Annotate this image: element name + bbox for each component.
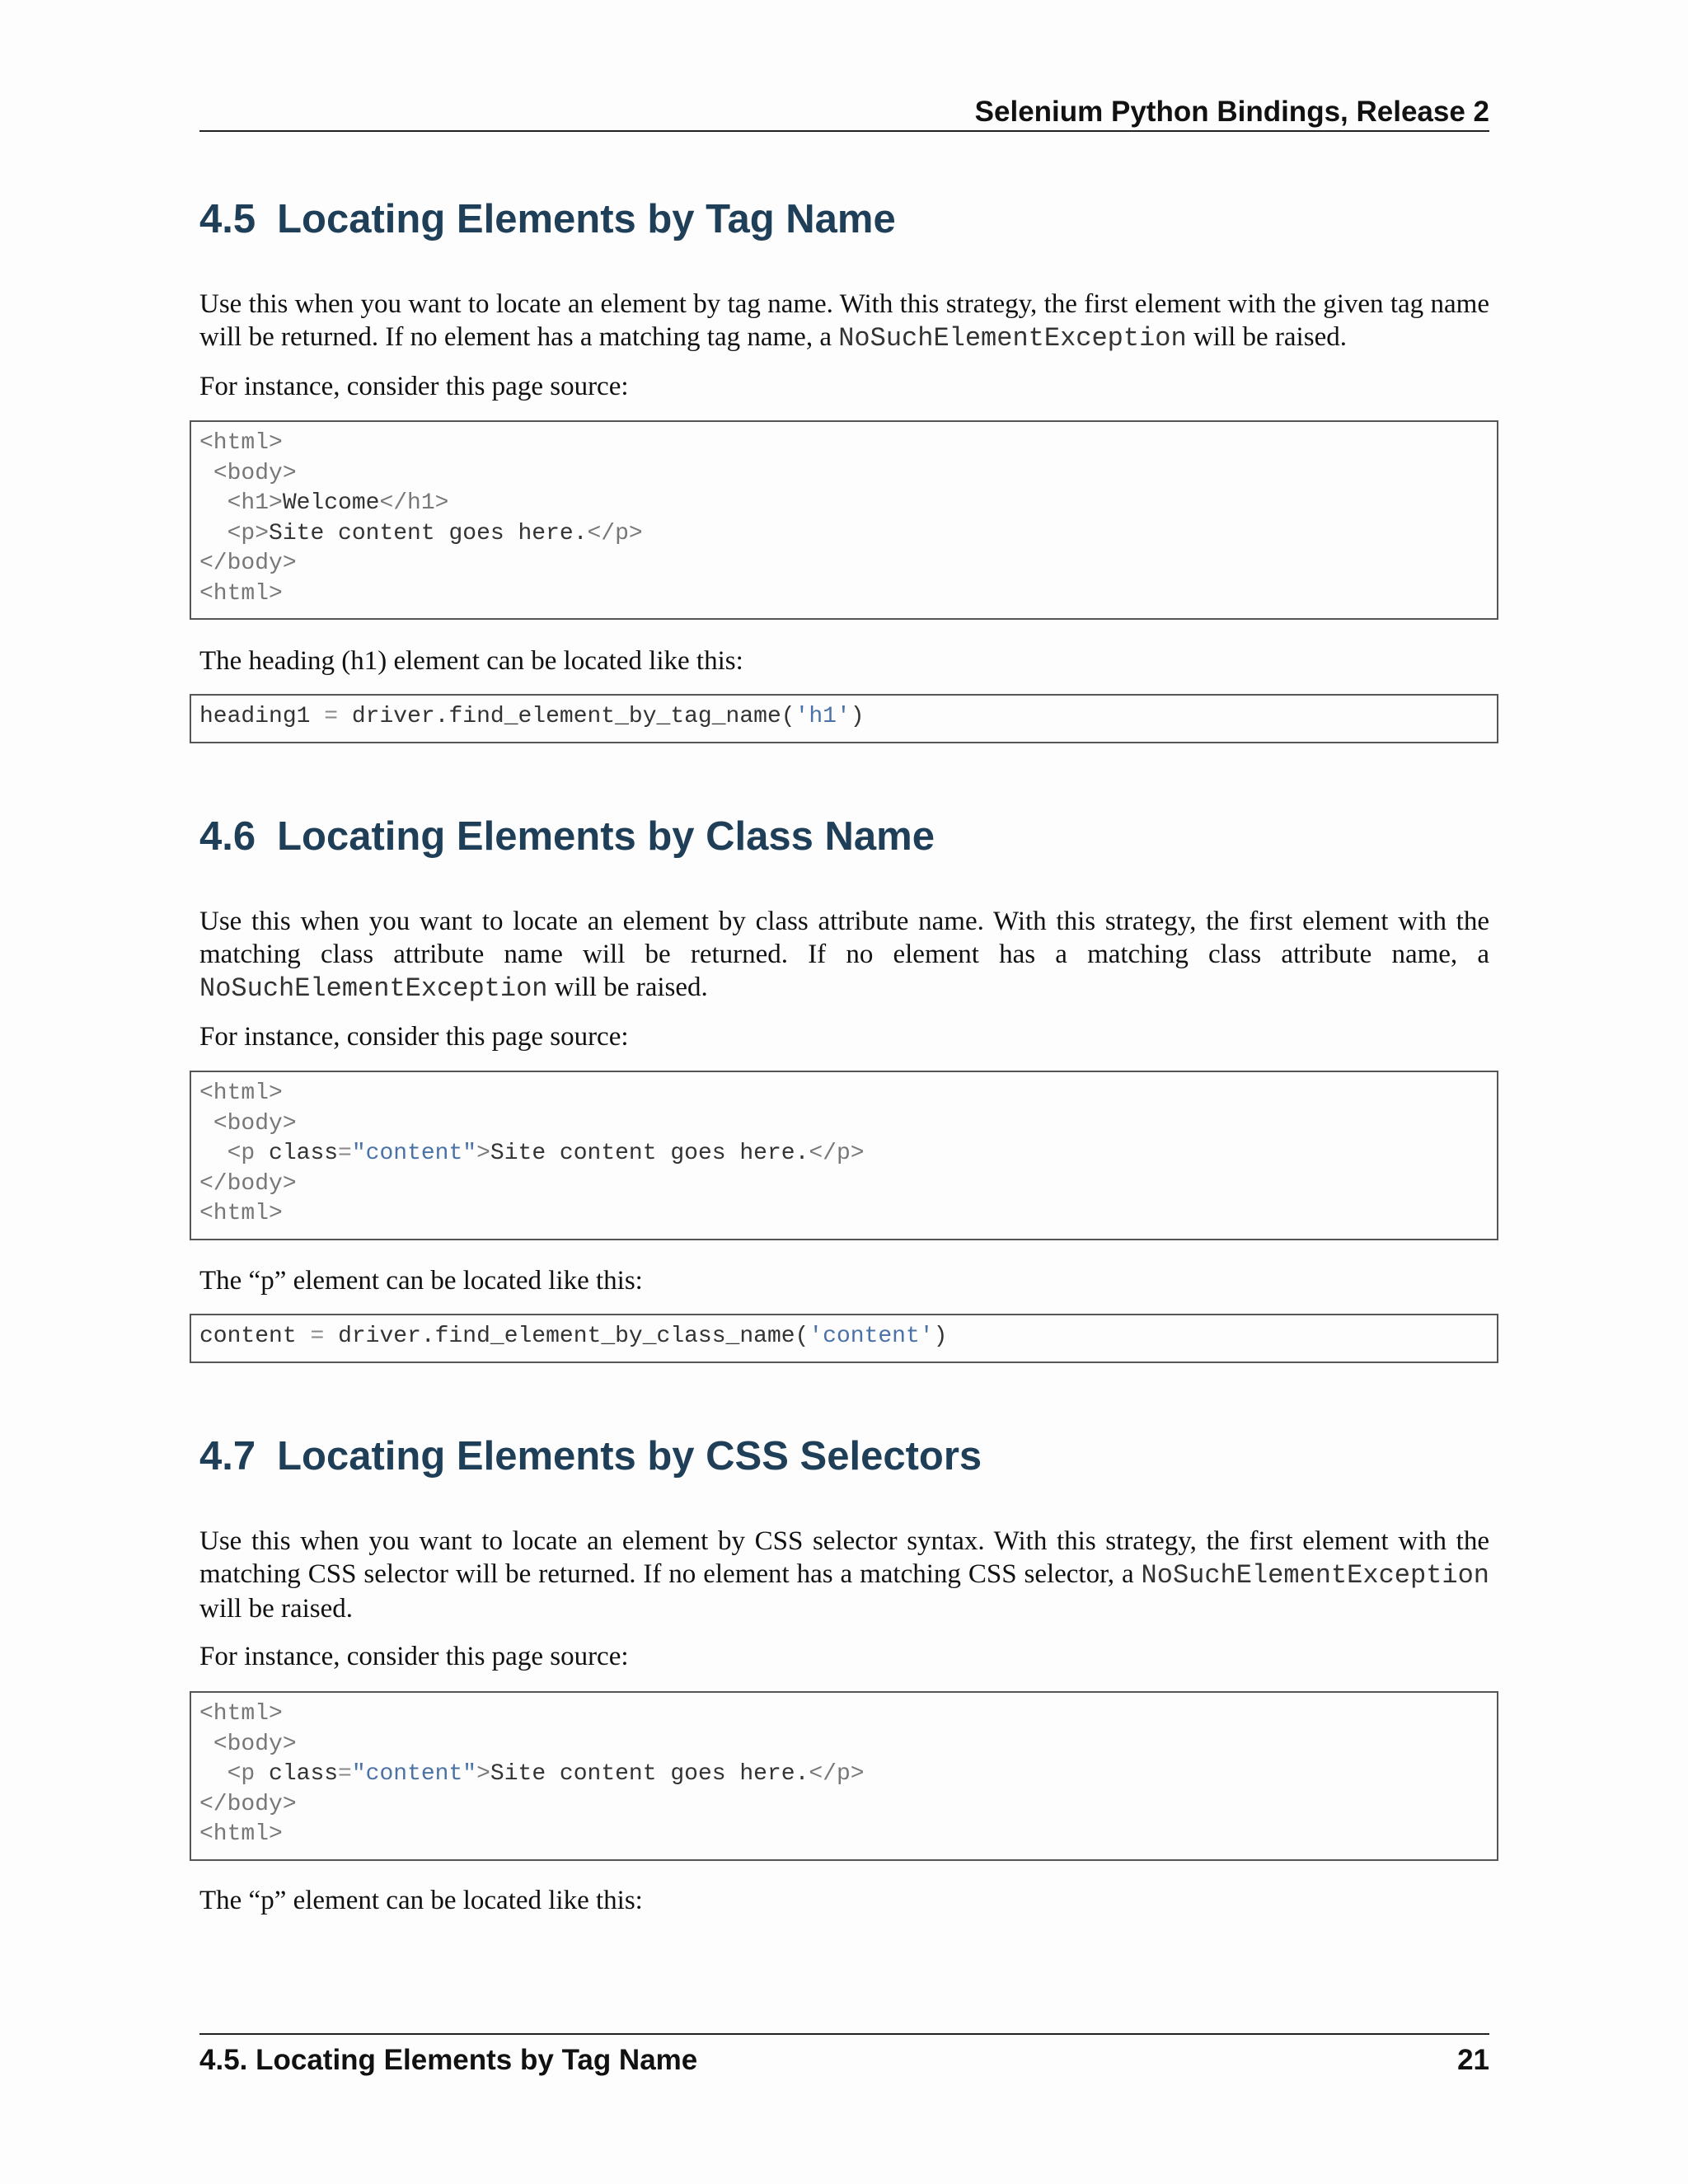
section-heading-class-name (199, 812, 935, 861)
section-number: 4.7 (199, 1434, 256, 1479)
footer-section-title: 4.5. Locating Elements by Tag Name (199, 2044, 698, 2076)
locate-intro-text: The heading (h1) element can be located like this: (199, 646, 743, 676)
code-tag: </body> (199, 1791, 297, 1817)
code-string: 'h1' (795, 704, 851, 729)
section-heading-tag-name (199, 194, 896, 244)
code-variable: heading1 (199, 704, 311, 729)
page-number: 21 (1457, 2044, 1489, 2076)
code-variable: content (199, 1324, 297, 1349)
header-rule (199, 130, 1489, 132)
section-intro-paragraph (199, 905, 1489, 1005)
code-string: "content" (351, 1761, 477, 1787)
code-paren: ) (933, 1324, 948, 1349)
locate-intro-text: The “p” element can be located like this: (199, 1886, 643, 1915)
source-intro-text: For instance, consider this page source: (199, 1022, 629, 1052)
source-intro-text: For instance, consider this page source: (199, 372, 629, 401)
section-title-text: Locating Elements by Tag Name (277, 197, 896, 241)
intro-text: Use this when you want to locate an element by tag name. With this strategy, the first element with the given tag name will be returned. If no element has a matching tag name, a (199, 289, 1489, 352)
section-intro-paragraph (199, 1525, 1489, 1625)
code-tag: <html> (199, 1201, 283, 1226)
intro-text: Use this when you want to locate an element by class attribute name. With this strategy, the first element with the matching class attribute name will be returned. If no element has a matching class attribute name, a (199, 907, 1489, 969)
code-string: 'content' (809, 1324, 934, 1349)
code-tag: </body> (199, 1170, 297, 1197)
intro-tail: will be raised. (1186, 322, 1347, 352)
locate-intro-text: The “p” element can be located like this: (199, 1266, 643, 1296)
html-source-code-block (190, 1071, 1498, 1240)
code-tag: </h1> (379, 490, 449, 516)
code-tag: <html> (199, 1701, 283, 1727)
code-text: Site content goes here. (269, 520, 588, 546)
code-operator: = (324, 704, 339, 729)
code-attribute: class (269, 1141, 339, 1166)
code-operator: = (338, 1761, 352, 1787)
code-tag: <body> (213, 1731, 297, 1757)
code-tag: </body> (199, 551, 297, 576)
python-locate-code-block (190, 694, 1498, 743)
code-tag: <html> (199, 1821, 283, 1847)
code-operator: = (310, 1324, 325, 1349)
intro-tail: will be raised. (199, 1594, 354, 1624)
code-tag: <body> (213, 1110, 297, 1137)
exception-name: NoSuchElementException (1141, 1560, 1489, 1591)
running-header: Selenium Python Bindings, Release 2 (974, 96, 1489, 128)
exception-name: NoSuchElementException (199, 973, 548, 1004)
code-text: Site content goes here. (490, 1761, 809, 1787)
code-tag: <body> (213, 460, 297, 486)
section-heading-css-selectors (199, 1432, 982, 1481)
code-paren: ) (850, 704, 865, 729)
code-tag: <p (227, 1761, 256, 1787)
exception-name: NoSuchElementException (838, 323, 1187, 354)
code-tag: <h1> (227, 490, 283, 516)
intro-tail: will be raised. (547, 972, 708, 1002)
code-tag: > (476, 1761, 490, 1787)
section-intro-paragraph (199, 288, 1489, 355)
section-title-text: Locating Elements by CSS Selectors (277, 1434, 982, 1479)
code-text: Site content goes here. (490, 1141, 809, 1166)
code-tag: > (476, 1141, 490, 1166)
code-tag: <p> (227, 520, 270, 546)
code-tag: <html> (199, 580, 283, 607)
code-attribute: class (269, 1761, 339, 1787)
code-tag: <html> (199, 430, 283, 456)
code-operator: = (338, 1141, 352, 1166)
code-call: driver.find_element_by_class_name( (338, 1324, 809, 1349)
section-number: 4.5 (199, 197, 256, 241)
code-tag: </p> (809, 1761, 865, 1787)
code-tag: <p (227, 1141, 256, 1166)
html-source-code-block (190, 1691, 1498, 1861)
code-tag: </p> (809, 1141, 865, 1166)
python-locate-code-block (190, 1314, 1498, 1363)
source-intro-text: For instance, consider this page source: (199, 1642, 629, 1671)
section-number: 4.6 (199, 814, 256, 859)
code-string: "content" (351, 1141, 477, 1166)
code-tag: <html> (199, 1080, 283, 1106)
html-source-code-block (190, 420, 1498, 620)
code-tag: </p> (587, 520, 643, 546)
intro-text: Use this when you want to locate an element by CSS selector syntax. With this strategy, the first element with the matching CSS selector will be returned. If no element has a matching CSS selector, a (199, 1526, 1489, 1589)
section-title-text: Locating Elements by Class Name (277, 814, 935, 859)
code-text: Welcome (282, 490, 380, 516)
footer-rule (199, 2033, 1489, 2035)
code-call: driver.find_element_by_tag_name( (351, 704, 795, 729)
